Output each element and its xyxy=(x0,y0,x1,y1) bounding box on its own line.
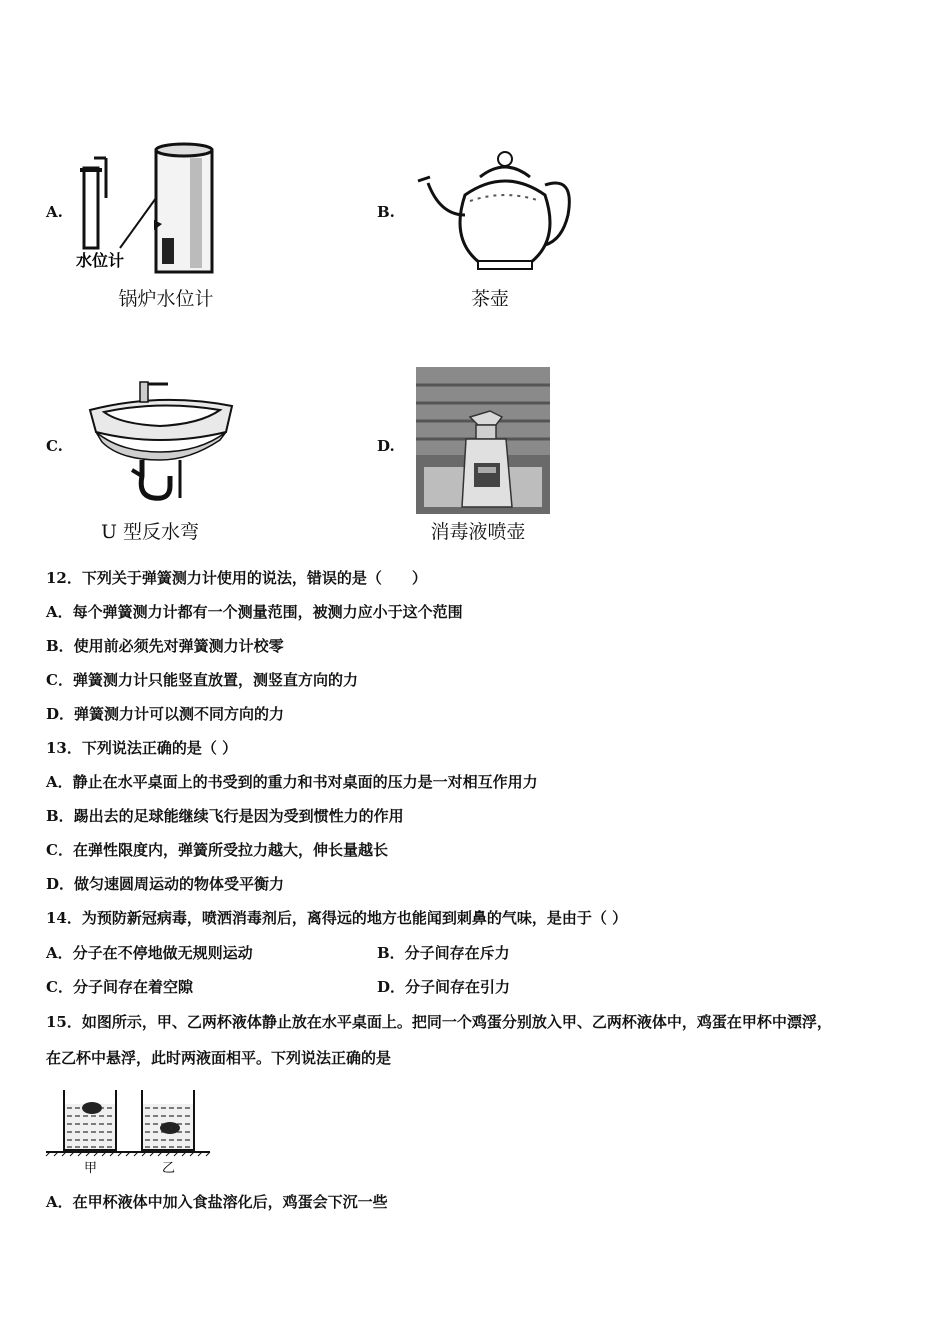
q14-option-b: B．分子间存在斥力 xyxy=(377,944,510,962)
q14-option-a: A．分子在不停地做无规则运动 xyxy=(46,944,253,962)
q11-option-b-caption: 茶壶 xyxy=(470,288,509,310)
q14-stem: 14．为预防新冠病毒，喷洒消毒剂后，离得远的地方也能闻到刺鼻的气味，是由于（ ） xyxy=(46,909,628,927)
q15-option-a: A．在甲杯液体中加入食盐溶化后，鸡蛋会下沉一些 xyxy=(46,1193,388,1211)
q11-option-a-caption: 锅炉水位计 xyxy=(118,288,214,310)
q13-option-d: D．做匀速圆周运动的物体受平衡力 xyxy=(46,875,285,893)
cup-label-yi: 乙 xyxy=(162,1161,176,1176)
q13-option-c: C．在弹性限度内，弹簧所受拉力越大，伸长量越长 xyxy=(46,841,388,859)
q14-option-c: C．分子间存在着空隙 xyxy=(46,978,193,996)
q15-stem-line-2: 在乙杯中悬浮，此时两液面相平。下列说法正确的是 xyxy=(46,1049,392,1067)
q12-option-b: B．使用前必须先对弹簧测力计校零 xyxy=(46,637,284,655)
q12-option-a: A．每个弹簧测力计都有一个测量范围，被测力应小于这个范围 xyxy=(46,603,463,621)
cup-label-jia: 甲 xyxy=(84,1161,98,1176)
q11-option-d-caption: 消毒液喷壶 xyxy=(430,521,526,543)
u-trap-sink-figure xyxy=(80,376,240,516)
water-gauge-inner-label: 水位计 xyxy=(76,251,125,270)
teapot-figure xyxy=(410,145,575,275)
q13-option-a: A．静止在水平桌面上的书受到的重力和书对桌面的压力是一对相互作用力 xyxy=(46,773,538,791)
q11-option-a-label: A. xyxy=(46,203,63,221)
q12-option-d: D．弹簧测力计可以测不同方向的力 xyxy=(46,705,285,723)
q11-option-c-caption: U 型反水弯 xyxy=(100,521,200,543)
q11-option-c-label: C. xyxy=(46,437,63,455)
two-cups-egg-figure xyxy=(44,1086,214,1176)
q12-stem: 12．下列关于弹簧测力计使用的说法，错误的是（ ） xyxy=(46,569,427,587)
disinfectant-spray-bottle-figure xyxy=(416,367,550,514)
q13-stem: 13．下列说法正确的是（ ） xyxy=(46,739,238,757)
q12-option-c: C．弹簧测力计只能竖直放置，测竖直方向的力 xyxy=(46,671,358,689)
q11-option-b-label: B. xyxy=(377,203,395,221)
q15-stem-line-1: 15．如图所示，甲、乙两杯液体静止放在水平桌面上。把同一个鸡蛋分别放入甲、乙两杯液体中，鸡蛋在甲杯中漂浮， xyxy=(46,1013,832,1031)
boiler-water-gauge-figure xyxy=(72,138,222,278)
q11-option-d-label: D. xyxy=(377,437,395,455)
q13-option-b: B．踢出去的足球能继续飞行是因为受到惯性力的作用 xyxy=(46,807,404,825)
q14-option-d: D．分子间存在引力 xyxy=(377,978,511,996)
